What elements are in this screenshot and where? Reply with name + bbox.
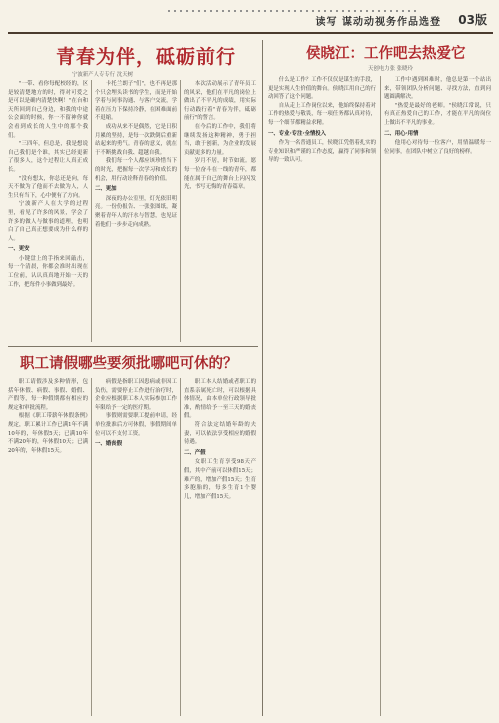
bottom-article-column-2	[95, 378, 177, 716]
paragraph: 小键盘上的手指来回敲击，每一个清晨，你都会准时出现在工位前，认认真真地开始一天的工作，把每件小事做到最好。	[8, 255, 88, 288]
paragraph: 成功从来不是偶然，它是日积月累的坚持，是每一次跌倒后重新站起来的勇气。青春的意义，就在于不断挑战自我、超越自我。	[95, 123, 177, 156]
page-header	[0, 0, 499, 36]
left-article-column-2	[95, 80, 177, 342]
section-heading: 一、更安	[8, 246, 30, 253]
paragraph: 在今后的工作中，我们将继续发扬这种精神，勇于担当，敢于创新，为企业的发展贡献更多的力量。	[184, 123, 256, 156]
paragraph: 岁月不居，时节如流。愿每一位奋斗在一线的青年，都能在属于自己的舞台上闪闪发光，书写无悔的青春篇章。	[184, 158, 256, 191]
left-article-title: 青春为伴，砥砺前行	[56, 46, 237, 68]
paragraph: "没有想太，你总还是向，每天不做为了他而不去做为人，人生只有当下，心中便有了方向。	[8, 175, 88, 199]
column-divider	[380, 76, 381, 716]
paragraph: "三四年，但总是，我是想说自己我们是个谁，其实已经更新了很多人，这个过程让人真正成长。	[8, 141, 88, 173]
column-divider	[180, 378, 181, 716]
paragraph: 我们每一个人都应该珍惜当下的时光，把握每一次学习和成长的机会，用行动诠释青春的价值。	[95, 158, 177, 182]
section-heading: 二、产假	[184, 449, 206, 456]
section-heading: 二、用心·用情	[384, 130, 419, 137]
paragraph: 本次活动展示了青年员工的风采，他们在平凡的岗位上做出了不平凡的成绩，用实际行动践行着"青春为伴，砥砺前行"的誓言。	[184, 81, 256, 122]
paragraph: 事假则需要职工提前申请，经单位批准后方可休假，事假期间单位可以不支付工资。	[95, 413, 177, 437]
article-divider-horizontal	[8, 346, 258, 347]
paragraph: 病假是指职工因患病或非因工负伤，需要停止工作进行治疗时，企业应根据职工本人实际参加工作年限给予一定的医疗期。	[95, 379, 177, 411]
bottom-article-column-1	[8, 378, 88, 716]
paper-name: 读写 谋动动视务作品选登	[315, 17, 441, 28]
paragraph: 深夜的办公室里，灯光依旧明亮。一份份报告、一张张图纸，凝聚着青年人的汗水与智慧，也见证着他们一步步走向成熟。	[95, 195, 177, 228]
column-divider	[91, 80, 92, 342]
column-divider	[180, 80, 181, 342]
column-divider	[91, 378, 92, 716]
article-divider	[262, 40, 263, 716]
right-article-column-1	[268, 76, 376, 716]
paragraph: 符合法定结婚年龄的夫妻，可以依法享受相应的婚假待遇。	[184, 421, 256, 446]
right-article-title: 侯晓江：工作吧去热爱它	[306, 45, 466, 62]
paragraph: "一带、看你每配校经的，区是较清楚地方的时，得对可爱之是可以是确内清楚快啊！"在台和天所回到自己身边，和我的中途公会面的时候，你一不留神你就会看到成长的人生中的那个我们。	[8, 81, 88, 139]
paragraph: 宁波新产人在大学的过程里，看见了许多的风景，学会了许多的做人与做事的道理，也明白了自己真正想要成为什么样的人。	[8, 201, 88, 242]
bottom-article-column-3	[184, 378, 256, 716]
bottom-article-title: 职工请假哪些要须批哪吧可休的？	[20, 355, 238, 372]
paragraph: 卡托兰朗子"们"，也不再是那个只会埋头读书的学生，而是开始学着与同事沟通、与客户交流，学着在压力下保持冷静，在困难面前不退缩。	[95, 81, 177, 122]
paragraph: 什么是工作？工作不仅仅是谋生的手段，更是实现人生价值的舞台。侯晓江用自己的行动回答了这个问题。	[268, 77, 376, 101]
paragraph: 作为一名普通员工，侯晓江凭借着扎实的专业知识和严谨的工作态度，赢得了同事和领导的一致认可。	[268, 140, 376, 164]
right-article-column-2	[384, 76, 491, 716]
section-heading: 一、专业·专注·全情投入	[268, 130, 327, 137]
left-article-column-1	[8, 80, 88, 342]
paragraph: "热爱是最好的老师。"侯晓江常说，只有真正热爱自己的工作，才能在平凡的岗位上做出不平凡的事业。	[384, 102, 491, 126]
section-heading: 一、婚丧假	[95, 441, 122, 448]
paragraph: 职工请假涉及多种情形，包括年休假、病假、事假、婚假、产假等，每一种假期都有相应的规定和审批流程。	[8, 379, 88, 411]
right-article-byline: 天创电力张 张晓玲	[368, 66, 413, 72]
paragraph: 工作中遇到困难时，他总是第一个站出来，带领团队分析问题、寻找方法，直到问题圆满解决。	[384, 77, 491, 101]
paragraph: 他用心对待每一位客户，用情温暖每一位同事，在团队中树立了良好的榜样。	[384, 140, 491, 155]
paragraph: 根据《职工带薪年休假条例》规定，职工累计工作已满1年不满10年的，年休假5天；已满10年不满20年的，年休假10天；已满20年的，年休假15天。	[8, 413, 88, 454]
paragraph: 女职工生育享受98天产假，其中产前可以休假15天；难产的，增加产假15天；生育多胞胎的，每多生育1个婴儿，增加产假15天。	[184, 459, 256, 500]
section-heading: 二、更加	[95, 186, 117, 193]
paragraph: 职工本人结婚或者职工的直系亲属死亡时，可以根据具体情况，由本单位行政领导批准，酌情给予一至三天的婚丧假。	[184, 379, 256, 420]
paragraph: 自从走上工作岗位以来，他始终保持着对工作的热爱与敬畏，每一项任务都认真对待，每一个细节都精益求精。	[268, 102, 376, 126]
left-article-column-3	[184, 80, 256, 342]
header-rule	[8, 32, 493, 34]
page-number: 03版	[458, 13, 487, 27]
left-article-byline: 宁波新产人专专行 沈天树	[72, 72, 134, 78]
